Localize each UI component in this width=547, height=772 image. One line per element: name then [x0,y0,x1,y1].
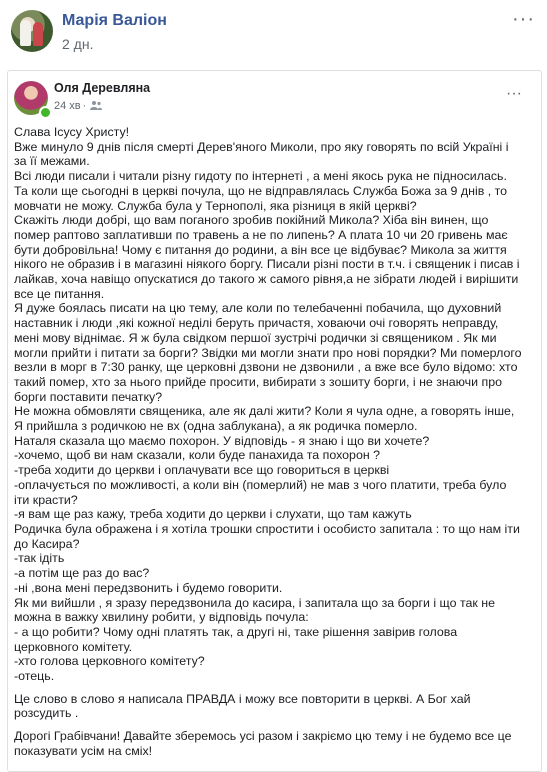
post-text [14,125,522,759]
post-paragraph: -оплачується по можливості, а коли він (померлий) не мав з чого платити, треба було іти красти? [14,477,507,507]
friends-audience-icon[interactable] [90,100,102,110]
shared-more-options-icon[interactable]: ··· [506,85,522,102]
shared-post-card [7,70,542,772]
avatar-figure [20,20,31,46]
post-paragraph: Наталя сказала що маємо похорон. У відповідь - я знаю і що ви хочете? [14,433,430,448]
post-paragraph: -так ідіть [14,551,65,566]
avatar-figure [33,22,43,46]
meta-separator: · [82,100,87,112]
more-options-icon[interactable]: ··· [512,8,535,30]
post-paragraph: -хто голова церковного комітету? [14,654,205,669]
post-paragraph: - а що робити? Чому одні платять так, а другі ні, таке рішення завірив голова церковного комітету. [14,624,458,654]
post-paragraph: Родичка була ображена і я хотіла трошки спростити і особисто запитала : то що нам іти до Касира? [14,521,520,551]
post-header [0,0,547,62]
post-paragraph: -а потім ще раз до вас? [14,566,150,581]
post-paragraph: Скажіть люди добрі, що вам поганого зробив покійний Микола? Хіба він винен, що помер раптово заплативши по травень а не по липень? А плата 10 чи 20 гривень має бути добровільна! Чому є питання до родини, а він все це відбуває? Микола за життя нікого не образив і в магазині ніякого боргу. Писали різні пости в т.ч. і священик і писав і лайкав, хоча навіщо опускатися до такого ж самого рівня,а не зібрати людей і вирішити все це питання. [14,213,520,301]
post-paragraph: Я дуже боялась писати на цю тему, але коли по телебаченні побачила, що духовний наставник і люди ,які кожної неділі беруть причастя, ховаючи очі говорять неправду, мені мову віднімає. Я ж була свідком першої зустрічі родички зі священиком . Як ми могли прийти і питати за борги? Звідки ми могли знати про нові порядки? Ми померлого везли в морг в 7:30 ранку, ще церковні дзвони не дзвонили , а вже все було відомо: хто такий помер, хто за нього прийде просити, вибирати з зошиту борги, і не знаючи про борги поставити печатку? [14,301,522,404]
shared-author-name-link[interactable]: Оля Деревляна [54,81,151,95]
post-paragraph: -я вам ще раз кажу, треба ходити до церкви і слухати, що там кажуть [14,507,412,522]
online-status-dot [39,106,52,119]
post-paragraph: Вже минуло 9 днів після смерті Дерев'яного Миколи, про яку говорять по всій Україні і за її межами. [14,139,509,169]
avatar[interactable] [11,10,53,52]
post-paragraph: Не можна обмовляти священика, але як далі жити? Коли я чула одне, а говорять інше, Я прийшла з родичкою не вх (одна заблукана), а як родичка померло. [14,404,515,434]
post-paragraph: Слава Ісусу Христу! [14,125,130,139]
post-paragraph: -хочемо, щоб ви нам сказали, коли буде панахида та похорон ? [14,448,381,463]
shared-post-timestamp[interactable]: 24 хв [54,100,81,112]
post-paragraph: Це слово в слово я написала ПРАВДА і можу все повторити в церкві. А Бог хай розсудить . [14,691,471,721]
shared-post-meta [54,100,102,112]
post-paragraph: Дорогі Грабівчани! Давайте зберемось усі разом і закріємо цю тему і не будемо все це показувати усім на сміх! [14,729,512,758]
post-paragraph: -ні ,вона мені передзвонить і будемо говорити. [14,580,283,595]
post-paragraph: Як ми вийшли , я зразу передзвонила до касира, і запитала що за борги і що так не можна в важку хвилину робити, у відповідь почула: [14,595,495,625]
post-paragraph: -отець. [14,669,55,684]
post-timestamp[interactable]: 2 дн. [62,36,94,52]
author-name-link[interactable]: Марія Валіон [62,12,167,29]
post-paragraph: -треба ходити до церкви і оплачувати все що говориться в церкві [14,463,390,478]
post-paragraph: Всі люди писали і читали різну гидоту по інтернеті , а мені якось рука не підносилась. Та коли ще сьогодні в церкві почула, що не відправлялась Служба Божа за 9 днів , то мовчати не можу. Служба була у Тернополі, яка різниця в якій церкві? [14,169,508,213]
